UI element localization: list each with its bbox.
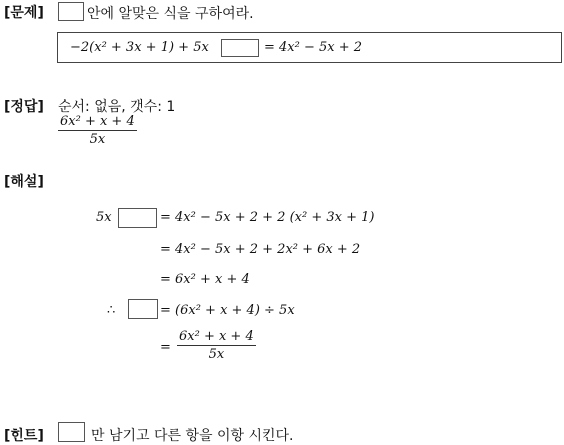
answer-fraction bbox=[58, 114, 137, 147]
answer-numerator: 6x² + x + 4 bbox=[60, 114, 135, 129]
problem-equation-left: −2(x² + 3x + 1) + 5x bbox=[70, 40, 209, 55]
step1-blank-box bbox=[118, 207, 157, 228]
hint-text: 만 남기고 다른 항을 이항 시킨다. bbox=[91, 428, 294, 444]
answer-label: [정답] bbox=[4, 99, 44, 115]
final-equals: = bbox=[160, 340, 171, 355]
problem-instruction: 안에 알맞은 식을 구하여라. bbox=[87, 6, 254, 22]
step1-rhs: = 4x² − 5x + 2 + 2 (x² + 3x + 1) bbox=[160, 210, 375, 225]
final-denominator: 5x bbox=[177, 345, 256, 362]
answer-meta: 순서: 없음, 갯수: 1 bbox=[58, 99, 176, 115]
problem-equation-right: = 4x² − 5x + 2 bbox=[264, 40, 363, 55]
hint-blank-box bbox=[58, 421, 85, 442]
solution-label: [해설] bbox=[4, 174, 44, 190]
step4-blank-box bbox=[128, 298, 158, 319]
answer-blank-box bbox=[58, 1, 84, 21]
step1-lhs: 5x bbox=[96, 210, 112, 225]
therefore-symbol: ∴ bbox=[107, 303, 116, 318]
final-fraction bbox=[177, 329, 256, 362]
step3-rhs: = 6x² + x + 4 bbox=[160, 272, 250, 287]
step4-rhs: = (6x² + x + 4) ÷ 5x bbox=[160, 303, 295, 318]
final-numerator: 6x² + x + 4 bbox=[179, 329, 254, 344]
hint-label: [힌트] bbox=[4, 428, 44, 444]
step2-rhs: = 4x² − 5x + 2 + 2x² + 6x + 2 bbox=[160, 242, 361, 257]
problem-label: [문제] bbox=[4, 5, 44, 21]
answer-denominator: 5x bbox=[58, 130, 137, 147]
equation-blank-box bbox=[221, 37, 259, 57]
